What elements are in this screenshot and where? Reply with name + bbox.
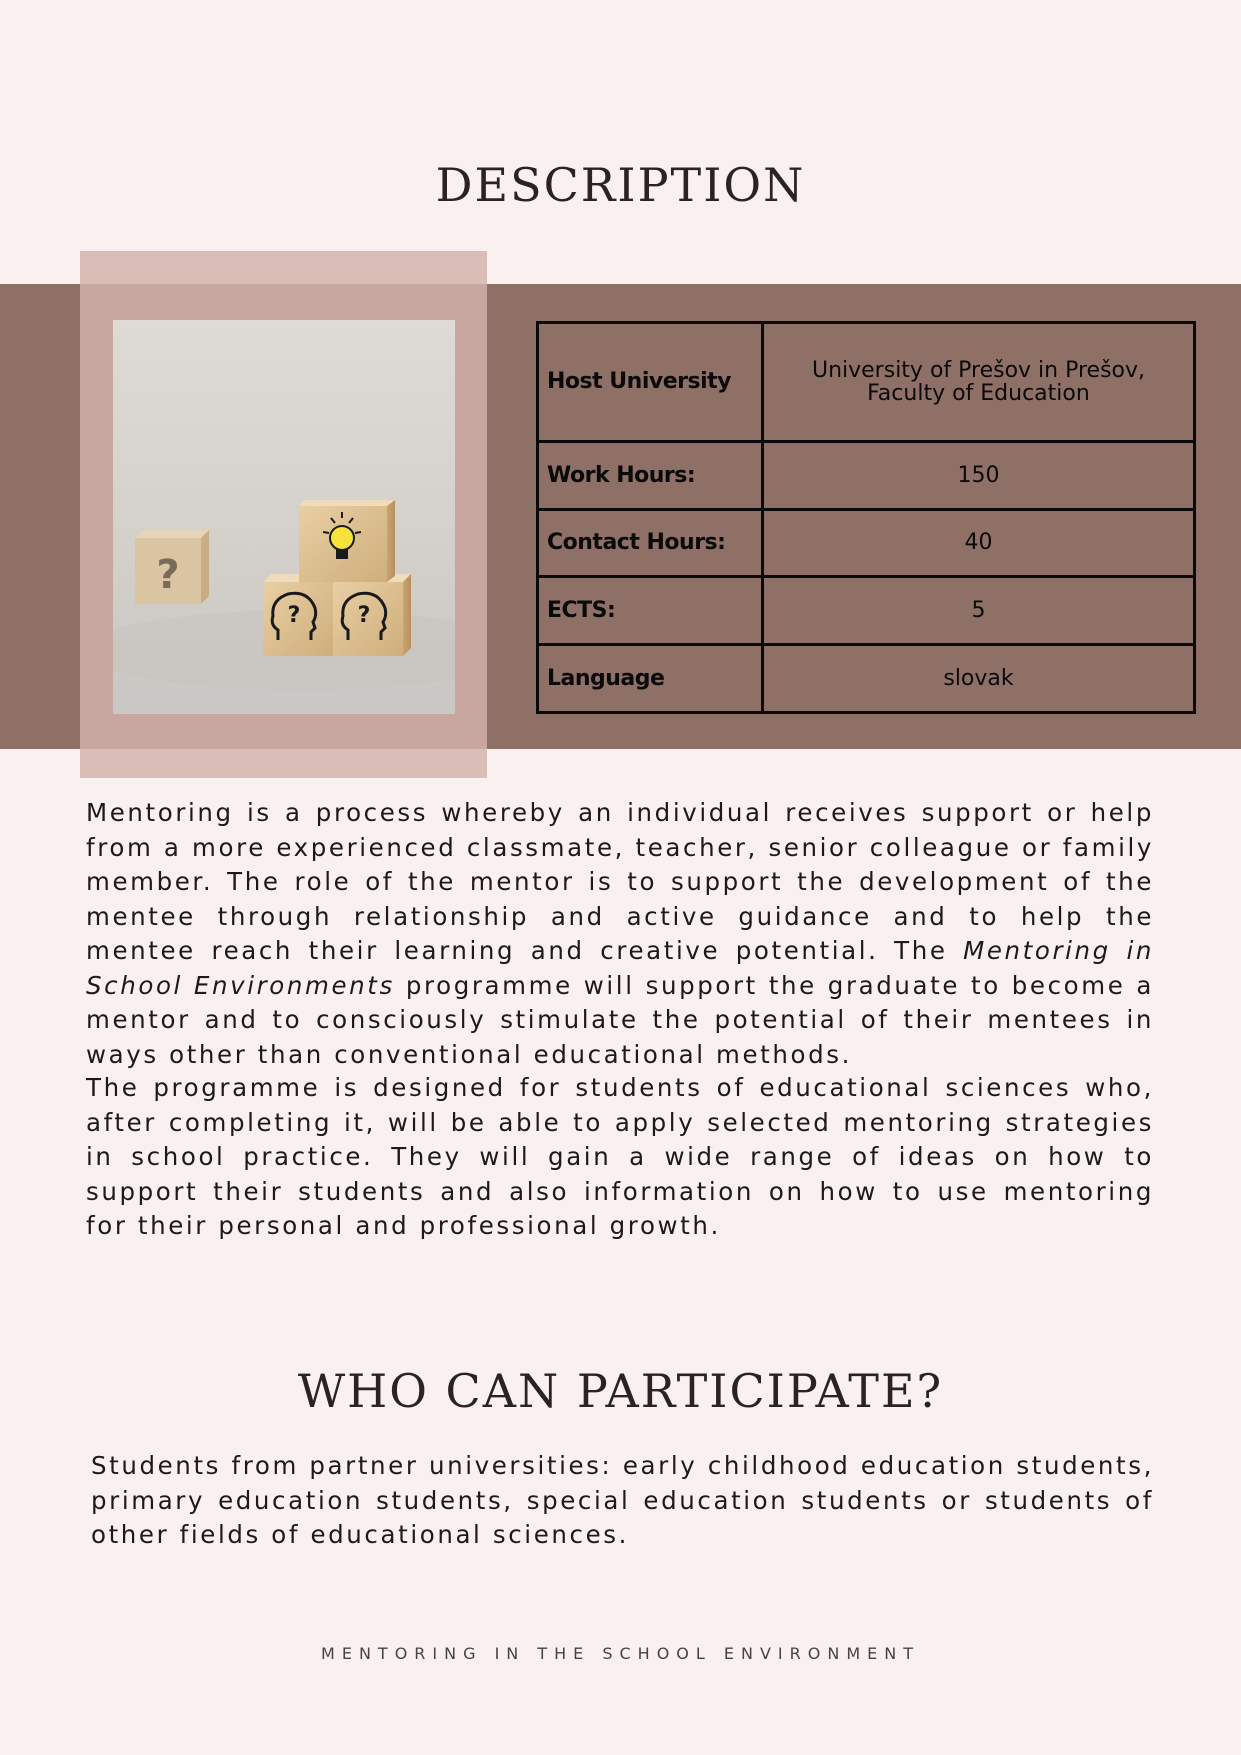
description-paragraph-2: The programme is designed for students of educational sciences who, after completing it, will be able to apply selected mentoring strategies in school practice. They will gain a wide range of ideas on how to support their students and also information on how to use mentoring for their personal and professional growth. bbox=[86, 1073, 1154, 1240]
contact-hours-value: 40 bbox=[763, 509, 1195, 577]
ects-label: ECTS: bbox=[538, 577, 763, 645]
svg-text:?: ? bbox=[287, 603, 301, 628]
paragraph-1-text-b: programme will support the graduate to become a mentor and to consciously stimulate the potential of their mentees in ways other than conventional educational methods. bbox=[86, 970, 1154, 1069]
work-hours-label: Work Hours: bbox=[538, 441, 763, 509]
paragraph-1-text-a: Mentoring is a process whereby an individual receives support or help from a more experienced classmate, teacher, senior colleague or family member. The role of the mentor is to support the development of the mentee through relationship and active guidance and to help the mentee reach their learning and creative potential. The bbox=[86, 798, 1154, 965]
description-title: DESCRIPTION bbox=[435, 158, 806, 212]
table-row bbox=[538, 441, 1195, 509]
description-paragraph-1 bbox=[86, 796, 1154, 1072]
footer-text: MENTORING IN THE SCHOOL ENVIRONMENT bbox=[321, 1644, 920, 1663]
cubes-illustration bbox=[113, 320, 455, 714]
language-label: Language bbox=[538, 645, 763, 713]
table-row bbox=[538, 509, 1195, 577]
host-university-line1: University of Prešov in Prešov, bbox=[811, 357, 1146, 383]
who-can-participate-title: WHO CAN PARTICIPATE? bbox=[297, 1364, 944, 1418]
mentoring-cubes-photo bbox=[113, 320, 455, 714]
host-university-value bbox=[763, 323, 1195, 442]
work-hours-value: 150 bbox=[763, 441, 1195, 509]
svg-text:?: ? bbox=[357, 603, 371, 628]
table-row bbox=[538, 645, 1195, 713]
svg-text:?: ? bbox=[156, 552, 180, 598]
table-row bbox=[538, 577, 1195, 645]
ects-value: 5 bbox=[763, 577, 1195, 645]
language-value: slovak bbox=[763, 645, 1195, 713]
course-info-table bbox=[536, 321, 1196, 714]
programme-name: Mentoring in School Environments bbox=[86, 936, 1154, 1000]
host-university-label: Host University bbox=[538, 323, 763, 442]
participants-paragraph: Students from partner universities: early childhood education students, primary education students, special education students or students of other fields of educational sciences. bbox=[91, 1451, 1154, 1549]
contact-hours-label: Contact Hours: bbox=[538, 509, 763, 577]
host-university-line2: Faculty of Education bbox=[867, 380, 1090, 406]
table-row bbox=[538, 323, 1195, 442]
